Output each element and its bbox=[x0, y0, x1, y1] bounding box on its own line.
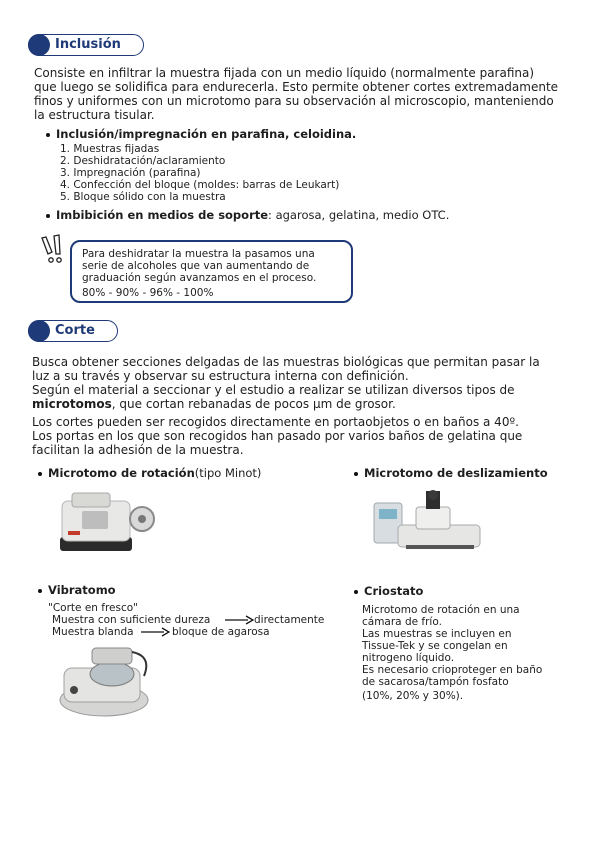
bullet-rotacion: Microtomo de rotación(tipo Minot) bbox=[38, 466, 261, 480]
vibratome-image bbox=[52, 642, 156, 722]
section-title: Inclusión bbox=[55, 37, 121, 52]
list-item: 5. Bloque sólido con la muestra bbox=[60, 191, 226, 203]
corte-line: Busca obtener secciones delgadas de las muestras biológicas que permitan pasar la bbox=[32, 355, 540, 369]
criostato-line: Tissue-Tek y se congelan en bbox=[362, 640, 508, 652]
bullet-dot-icon bbox=[354, 472, 358, 476]
sliding-microtome-image bbox=[370, 487, 482, 557]
bullet-dot-icon bbox=[38, 472, 42, 476]
intro-line: Consiste en infiltrar la muestra fijada con un medio líquido (normalmente parafina) bbox=[34, 66, 535, 80]
section-title: Corte bbox=[55, 323, 95, 338]
list-item: 1. Muestras fijadas bbox=[60, 143, 160, 155]
section-header-corte bbox=[28, 320, 118, 342]
criostato-line: Microtomo de rotación en una bbox=[362, 604, 520, 616]
rotary-microtome-image bbox=[54, 487, 158, 557]
criostato-line: Las muestras se incluyen en bbox=[362, 628, 512, 640]
header-dot-icon bbox=[28, 320, 50, 342]
corte-line: Los portas en los que son recogidos han pasado por varios baños de gelatina que bbox=[32, 429, 523, 443]
list-item: 2. Deshidratación/aclaramiento bbox=[60, 155, 226, 167]
bullet-vibratomo: Vibratomo bbox=[38, 583, 116, 597]
note-line: Para deshidratar la muestra la pasamos una bbox=[82, 248, 315, 260]
criostato-line: (10%, 20% y 30%). bbox=[362, 690, 464, 702]
note-percentages: 80% - 90% - 96% - 100% bbox=[82, 287, 214, 299]
criostato-line: nitrogeno líquido. bbox=[362, 652, 455, 664]
note-box bbox=[70, 240, 353, 303]
bullet-dot-icon bbox=[46, 214, 50, 218]
bullet-dot-icon bbox=[38, 589, 42, 593]
intro-line: la estructura tisular. bbox=[34, 108, 155, 122]
vibratomo-line-1: Muestra con suficiente dureza directamente bbox=[52, 614, 325, 626]
steps-list bbox=[60, 143, 339, 203]
bullet-parafina: Inclusión/impregnación en parafina, celoidina. bbox=[46, 127, 356, 141]
bullet-dot-icon bbox=[46, 133, 50, 137]
corte-line: facilitan la adhesión de la muestra. bbox=[32, 443, 244, 457]
bullet-deslizamiento: Microtomo de deslizamiento bbox=[354, 466, 548, 480]
list-item: 4. Confección del bloque (moldes: barras de Leukart) bbox=[60, 179, 340, 191]
section-header-inclusion bbox=[28, 34, 144, 56]
list-item: 3. Impregnación (parafina) bbox=[60, 167, 201, 179]
corte-line: Los cortes pueden ser recogidos directamente en portaobjetos o en baños a 40º. bbox=[32, 415, 519, 429]
corte-line: luz a su través y observar su estructura interna con definición. bbox=[32, 369, 409, 383]
exclamation-icon bbox=[38, 234, 70, 270]
bullet-criostato: Criostato bbox=[354, 584, 423, 598]
bullet-imbibicion: Imbibición en medios de soporte: agarosa, gelatina, medio OTC. bbox=[46, 208, 449, 222]
note-line: serie de alcoholes que van aumentando de bbox=[82, 260, 310, 272]
arrow-right-icon bbox=[140, 627, 170, 637]
note-line: graduación según avanzamos en el proceso. bbox=[82, 272, 317, 284]
criostato-line: Es necesario crioproteger en baño bbox=[362, 664, 543, 676]
bullet-dot-icon bbox=[354, 590, 358, 594]
corte-line: Según el material a seccionar y el estudio a realizar se utilizan diversos tipos de bbox=[32, 383, 515, 397]
criostato-line: cámara de frío. bbox=[362, 616, 442, 628]
vibratomo-quote: "Corte en fresco" bbox=[48, 602, 139, 614]
criostato-line: de sacarosa/tampón fosfato bbox=[362, 676, 509, 688]
corte-line: microtomos, que cortan rebanadas de pocos µm de grosor. bbox=[32, 397, 396, 411]
intro-line: finos y uniformes con un microtomo para su observación al microscopio, manteniendo bbox=[34, 94, 554, 108]
header-dot-icon bbox=[28, 34, 50, 56]
intro-line: que luego se solidifica para endurecerla. Esto permite obtener cortes extremadamente bbox=[34, 80, 559, 94]
vibratomo-line-2: Muestra blanda bloque de agarosa bbox=[52, 626, 270, 638]
arrow-right-icon bbox=[224, 615, 254, 625]
